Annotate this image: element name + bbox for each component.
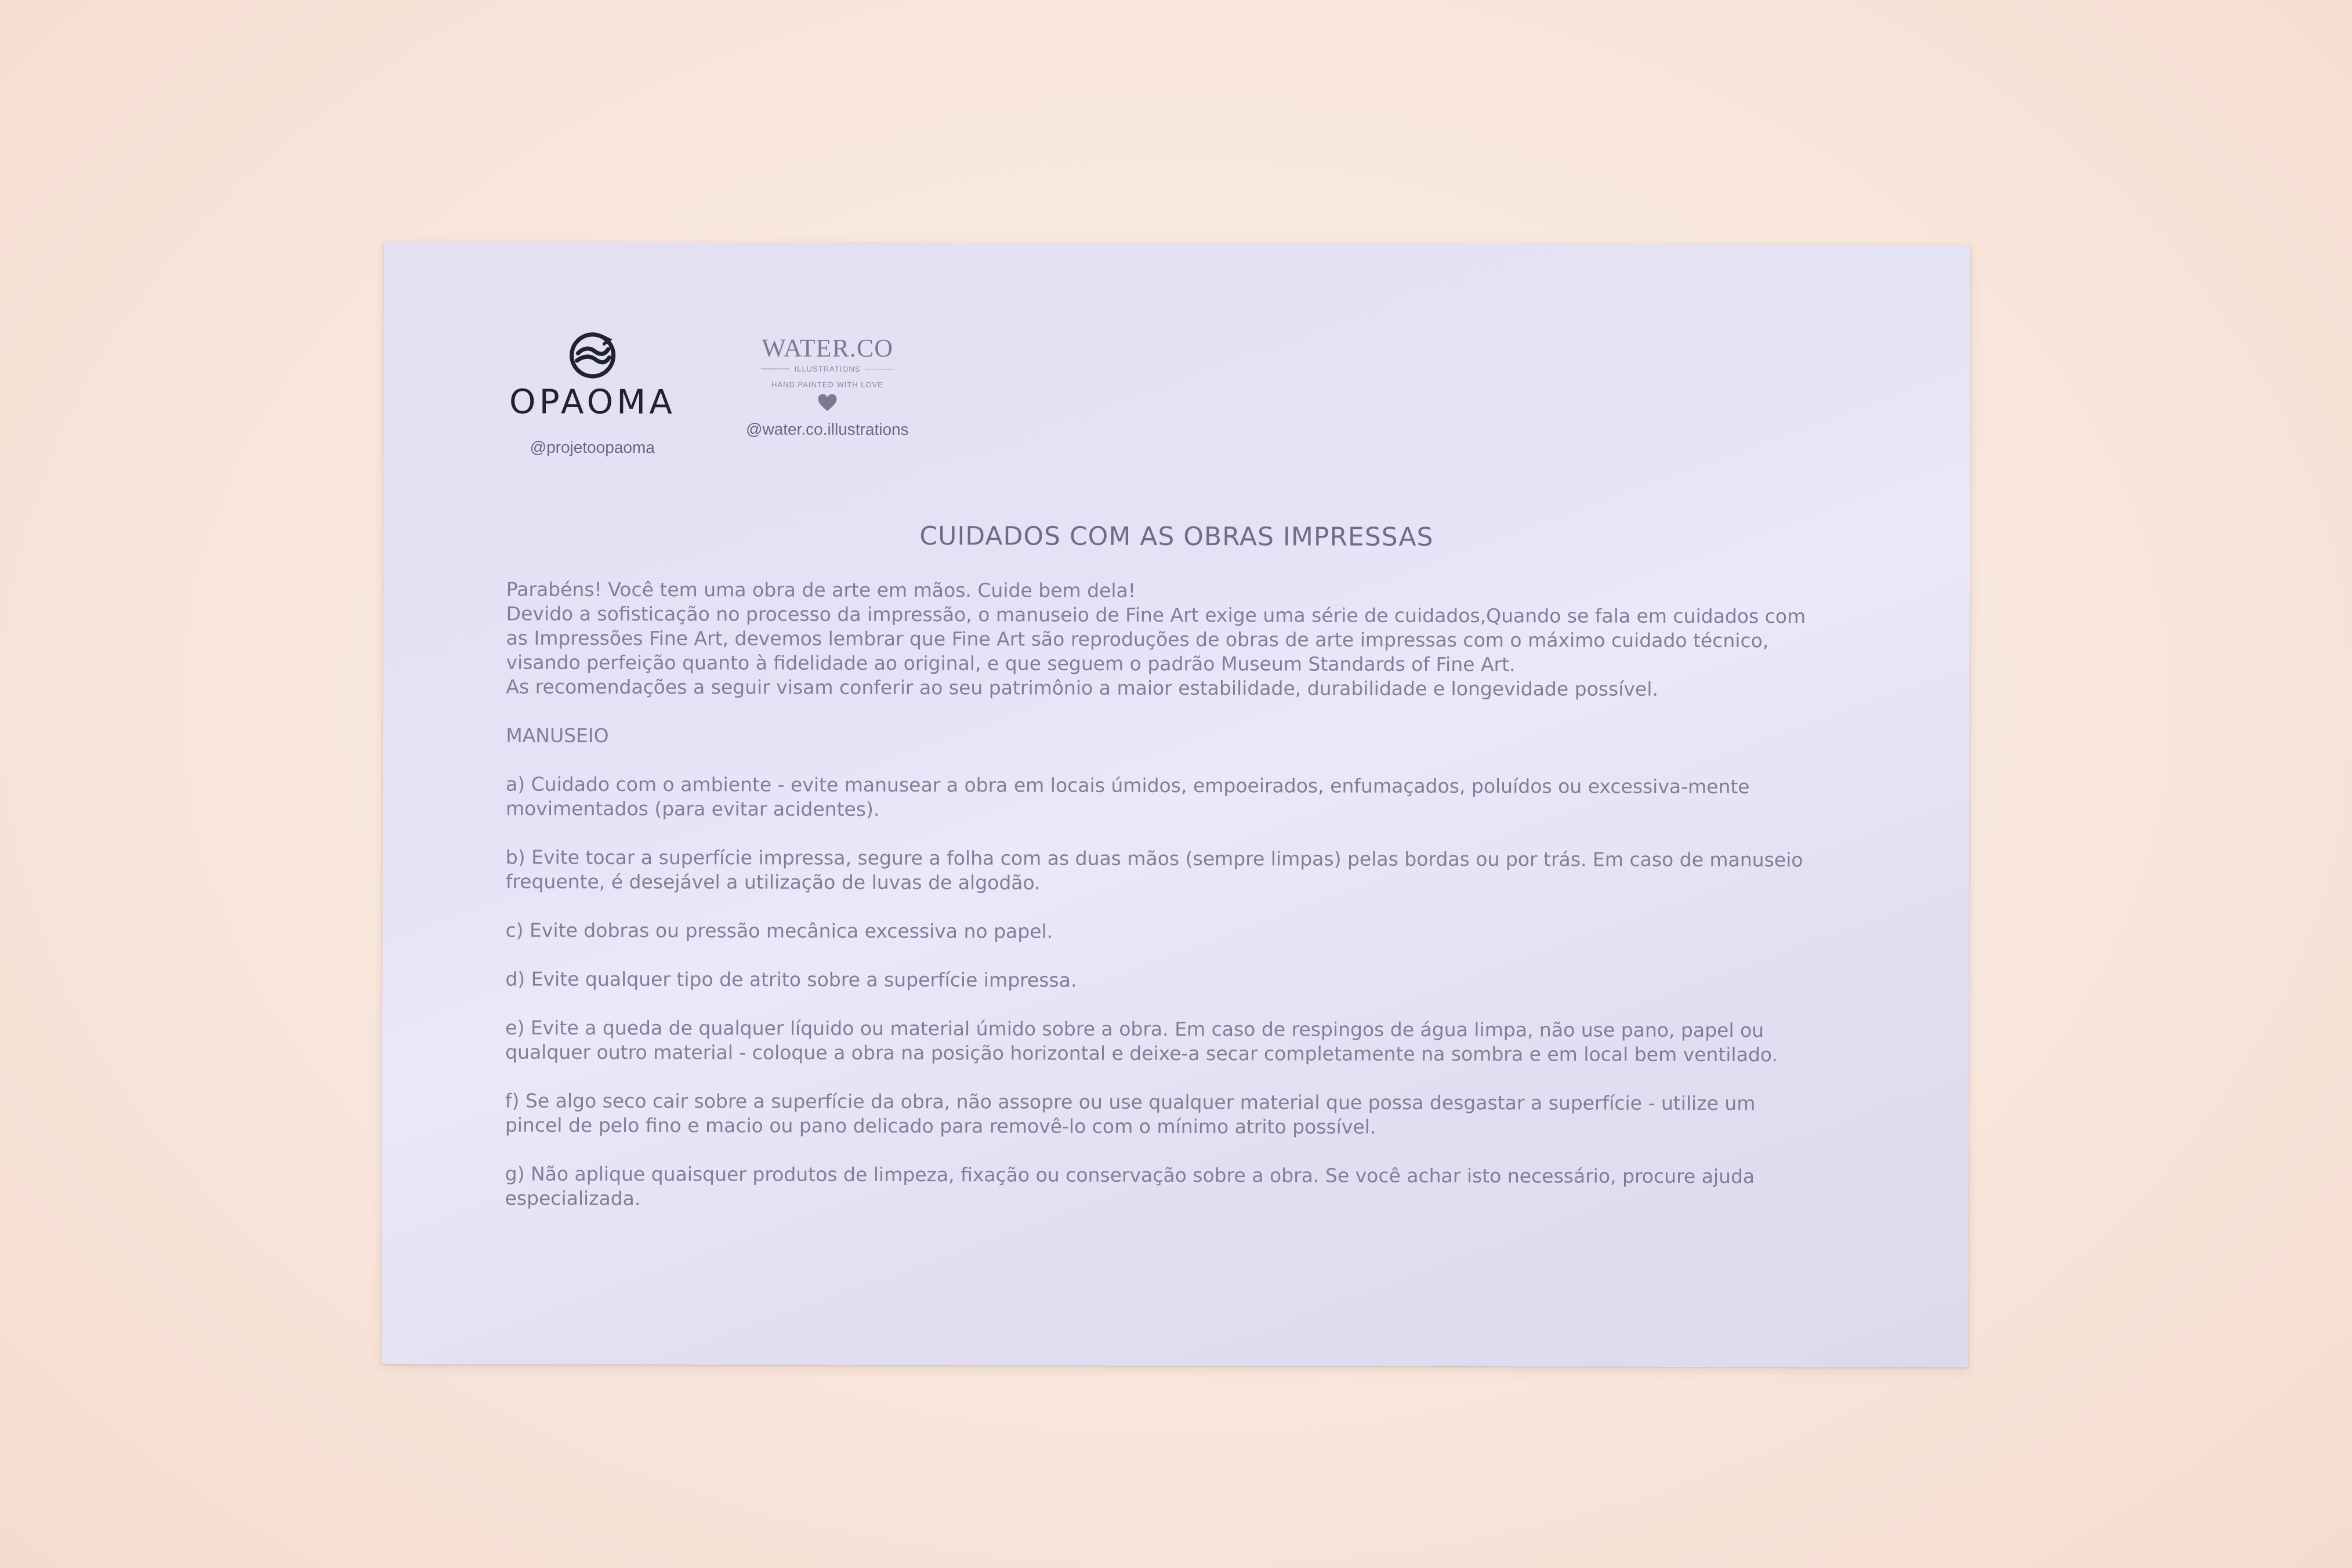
waterco-logo-block (731, 335, 923, 439)
care-item: c) Evite dobras ou pressão mecânica excessiva no papel. (505, 919, 1053, 943)
printed-sheet (382, 242, 1970, 1367)
opaoma-swirl-logo-icon (567, 329, 619, 382)
intro-line: Parabéns! Você tem uma obra de arte em mãos. Cuide bem dela! (506, 578, 1136, 602)
waterco-wordmark: WATER.CO (762, 333, 894, 362)
waterco-subtitle: ILLUSTRATIONS (794, 364, 861, 373)
care-item: f) Se algo seco cair sobre a superfície da obra, não assopre ou use qualquer material que possa desgastar a superfície - utilize um pincel de pelo fino e macio ou pano delicado para removê-lo com o mínimo atrito possível. (505, 1089, 1756, 1138)
intro-paragraphs (506, 578, 1817, 702)
care-item: g) Não aplique quaisquer produtos de limpeza, fixação ou conservação sobre a obra. Se você achar isto necessário, procure ajuda especializada. (505, 1162, 1755, 1210)
opaoma-handle: @projetoopaoma (530, 438, 655, 457)
intro-line: As recomendações a seguir visam conferir ao seu patrimônio a maior estabilidade, durabilidade e longevidade possível. (506, 675, 1658, 700)
care-item: b) Evite tocar a superfície impressa, segure a folha com as duas mãos (sempre limpas) pelas bordas ou por trás. Em caso de manuseio frequente, é desejável a utilização de luvas de algodão. (505, 845, 1803, 894)
care-item: d) Evite qualquer tipo de atrito sobre a superfície impressa. (505, 967, 1077, 992)
intro-line: Devido a sofisticação no processo da impressão, o manuseio de Fine Art exige uma série de cuidados,Quando se fala em cuidados com as Impressões Fine Art, devemos lembrar que Fine Art são reproduções de obras de arte impressas com o máximo cuidado técnico, visando perfeição quanto à fidelidade ao original, e que seguem o padrão Museum Standards of Fine Art. (506, 602, 1806, 676)
waterco-handle: @water.co.illustrations (746, 420, 909, 439)
opaoma-wordmark: OPAOMA (509, 382, 676, 422)
document-title: CUIDADOS COM AS OBRAS IMPRESSAS (919, 521, 1434, 552)
heart-icon (817, 394, 838, 412)
opaoma-logo-block (499, 329, 685, 458)
care-item: a) Cuidado com o ambiente - evite manusear a obra em locais úmidos, empoeirados, enfumaçados, poluídos ou excessiva-mente movimentados (para evitar acidentes). (505, 772, 1750, 821)
care-item: e) Evite a queda de qualquer líquido ou material úmido sobre a obra. Em caso de respingos de água limpa, não use pano, papel ou qualquer outro material - coloque a obra na posição horizontal e deixe-a secar completamente na sombra e em local bem ventilado. (505, 1016, 1778, 1066)
section-heading: MANUSEIO (506, 724, 609, 747)
waterco-tagline: HAND PAINTED WITH LOVE (771, 380, 883, 389)
waterco-subtitle-row (732, 364, 923, 373)
divider-line (761, 368, 790, 369)
document-body (505, 578, 1817, 1238)
